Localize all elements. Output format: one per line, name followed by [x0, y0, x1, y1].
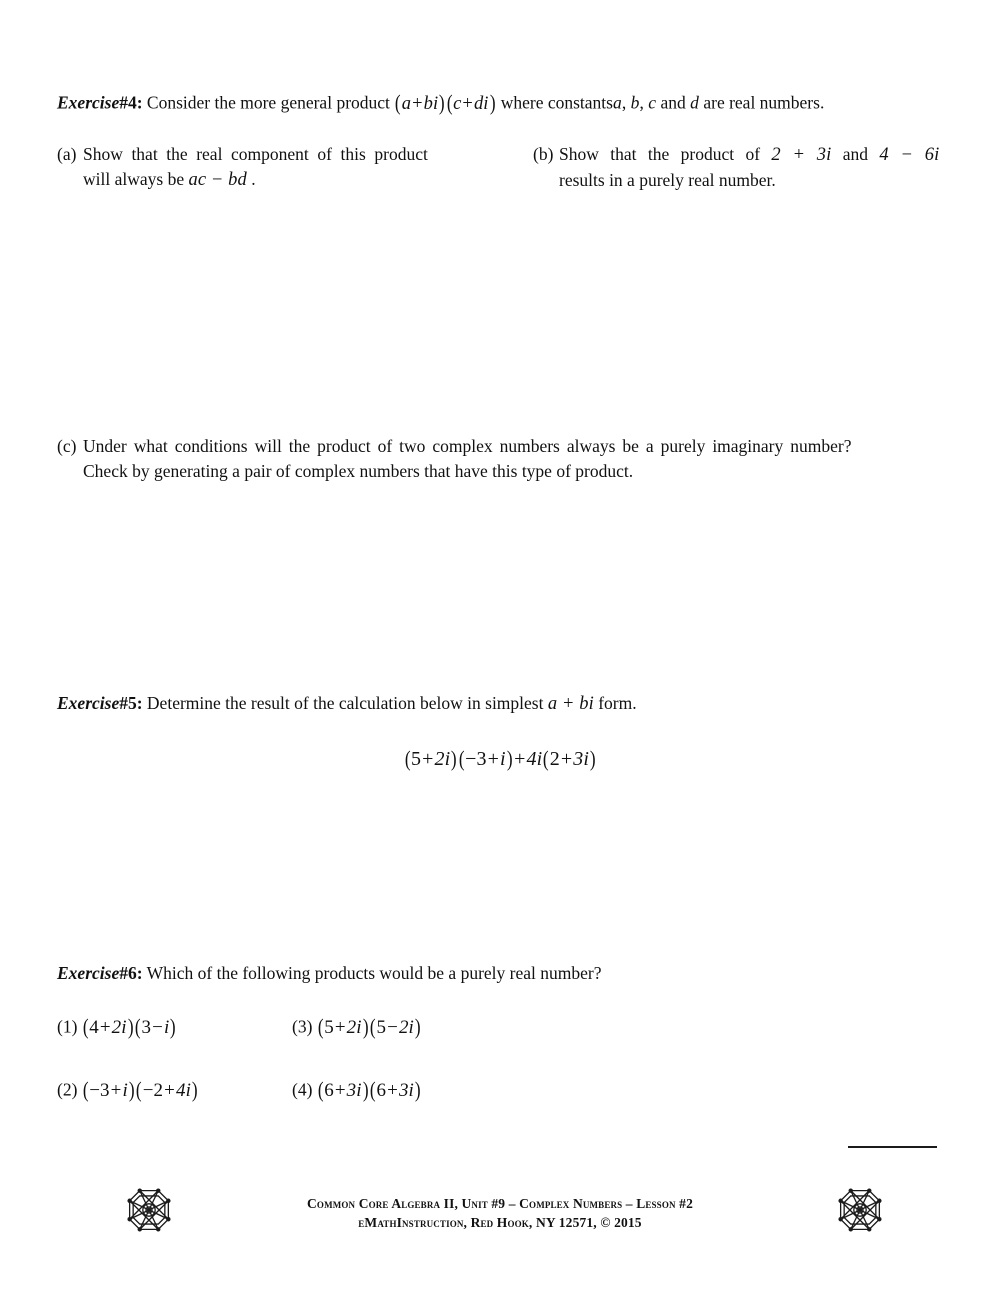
- c3-paren-open-2: (: [369, 1014, 376, 1039]
- comma-2: ,: [639, 92, 644, 113]
- part-b-text: [559, 142, 945, 193]
- e5-t3-coefficient: 4i: [526, 747, 543, 770]
- part-a-real-component-math: ac − bd: [188, 170, 247, 190]
- choice-1-math: [82, 1014, 177, 1039]
- choice-1-marker: (1): [57, 1016, 78, 1037]
- exercise-4-heading: [57, 90, 947, 117]
- e5-t3-paren-close: ): [589, 746, 596, 771]
- part-b-line-1-prefix: Show that the product of: [559, 144, 761, 164]
- answer-blank-rule: [848, 1146, 937, 1148]
- e5-t3-first: 2: [549, 747, 560, 770]
- c4-paren-open-2: (: [369, 1077, 376, 1102]
- exercise-5-label: Exercise: [57, 693, 120, 713]
- math-var-bi: bi: [423, 93, 439, 114]
- part-b-marker: (b): [533, 144, 554, 164]
- c2-s1: i: [122, 1079, 128, 1101]
- c2-f1: −3: [89, 1079, 110, 1101]
- choice-2[interactable]: [57, 1077, 198, 1103]
- exercise-5-expression: [404, 748, 597, 770]
- math-paren-close-1: ): [439, 90, 445, 115]
- part-c-line-2: Check by generating a pair of complex numbers that have this type of product.: [83, 461, 634, 481]
- exercise-4-where-text: where constants: [500, 92, 613, 113]
- e5-join-op: +: [514, 747, 526, 770]
- e5-t2-second: i: [500, 747, 506, 770]
- part-c-text: [83, 434, 947, 484]
- choice-3[interactable]: [292, 1014, 421, 1040]
- c3-o1: +: [334, 1016, 346, 1038]
- c1-paren-open-2: (: [134, 1014, 141, 1039]
- c1-s1: 2i: [111, 1016, 127, 1038]
- c4-s1: 3i: [346, 1079, 362, 1101]
- part-b-line-2: results in a purely real number.: [559, 170, 776, 190]
- c4-f2: 6: [376, 1079, 387, 1101]
- exercise-4-part-a: [57, 142, 477, 193]
- exercise-5-prompt-after: form.: [598, 693, 637, 713]
- part-a-text: [83, 142, 477, 193]
- c3-f2: 5: [376, 1016, 387, 1038]
- c1-paren-close-2: ): [170, 1014, 176, 1039]
- part-c-line-1: Under what conditions will the product of two complex numbers always be a purely imaginary number?: [83, 436, 852, 456]
- c1-f1: 4: [89, 1016, 99, 1038]
- c4-paren-close-1: ): [362, 1077, 369, 1102]
- c4-o1: +: [334, 1079, 346, 1101]
- exercise-6-number: #6:: [119, 963, 143, 983]
- math-var-c: c: [453, 93, 462, 114]
- choice-3-math: [317, 1014, 422, 1039]
- part-b-math-first: 2 + 3i: [771, 145, 832, 165]
- e5-t1-first: 5: [411, 747, 422, 770]
- math-op-plus-2: +: [462, 93, 473, 114]
- math-var-di: di: [473, 93, 489, 114]
- math-constant-d: d: [690, 92, 699, 113]
- part-c-marker: (c): [57, 436, 77, 456]
- math-var-a: a: [401, 93, 412, 114]
- e5-t2-op: +: [487, 747, 500, 770]
- c3-o2: −: [387, 1016, 398, 1038]
- part-a-period: .: [251, 169, 256, 189]
- footer-course-line: Common Core Algebra II, Unit #9 – Complex Numbers – Lesson #2: [307, 1196, 693, 1211]
- c3-s1: 2i: [346, 1016, 362, 1038]
- math-paren-open-1: (: [395, 90, 401, 115]
- math-op-plus-1: +: [412, 93, 423, 114]
- exercise-5-display-math: [0, 746, 1000, 772]
- c4-f1: 6: [324, 1079, 334, 1101]
- choice-3-marker: (3): [292, 1016, 313, 1037]
- e5-t2-first: −3: [465, 747, 487, 770]
- c4-paren-open-1: (: [317, 1077, 324, 1102]
- exercise-4-number: #4:: [119, 92, 143, 113]
- e5-t1-paren-open: (: [404, 746, 411, 771]
- choice-1[interactable]: [57, 1014, 177, 1040]
- c1-o2: −: [152, 1016, 163, 1038]
- footer-publisher-line: eMathInstruction, Red Hook, NY 12571, © 2015: [358, 1215, 642, 1230]
- choice-2-marker: (2): [57, 1079, 78, 1100]
- conjunction-and: and: [660, 92, 686, 113]
- c3-s2: 2i: [398, 1016, 414, 1038]
- e5-t1-op: +: [422, 747, 434, 770]
- e5-t1-second: 2i: [434, 747, 451, 770]
- part-a-line-1: Show that the real component of this product: [83, 144, 428, 164]
- c1-paren-close-1: ): [127, 1014, 134, 1039]
- choice-4-marker: (4): [292, 1079, 313, 1100]
- exercise-5-number: #5:: [119, 693, 143, 713]
- c1-f2: 3: [141, 1016, 152, 1038]
- part-a-line-2: [83, 167, 477, 193]
- exercise-5-heading: [57, 691, 947, 717]
- c4-s2: 3i: [398, 1079, 414, 1101]
- c2-o2: +: [164, 1079, 175, 1101]
- e5-t2-paren-close: ): [506, 746, 513, 771]
- c4-o2: +: [387, 1079, 398, 1101]
- math-paren-open-2: (: [446, 90, 453, 115]
- e5-t1-paren-close: ): [451, 746, 457, 771]
- c1-paren-open-1: (: [82, 1014, 89, 1039]
- comma-1: ,: [621, 92, 627, 113]
- choice-2-math: [82, 1077, 199, 1102]
- c2-f2: −2: [142, 1079, 164, 1101]
- c1-o1: +: [99, 1016, 111, 1038]
- e5-t3-paren-open: (: [543, 746, 549, 771]
- part-b-and: and: [842, 144, 869, 164]
- c3-f1: 5: [324, 1016, 334, 1038]
- c4-paren-close-2: ): [414, 1077, 421, 1102]
- exercise-4-label: Exercise: [57, 92, 120, 113]
- c2-o1: +: [110, 1079, 122, 1101]
- math-constant-a: a: [612, 92, 622, 113]
- part-a-marker: (a): [57, 144, 77, 164]
- part-b-line-1: [559, 142, 945, 168]
- part-a-line-2-prefix: will always be: [83, 169, 185, 189]
- c2-paren-open-2: (: [136, 1077, 142, 1102]
- e5-t3-second: 3i: [573, 747, 589, 770]
- c2-paren-close-1: ): [128, 1077, 135, 1102]
- exercise-4-prompt-before: Consider the more general product: [146, 92, 390, 113]
- exercise-5-prompt-before: Determine the result of the calculation below in simplest: [146, 693, 544, 713]
- math-constant-c: c: [648, 92, 657, 113]
- math-paren-close-2: ): [489, 90, 496, 115]
- exercise-4-part-c: [57, 434, 947, 484]
- exercise-4-part-b: [533, 142, 945, 193]
- math-constant-b: b: [630, 92, 640, 113]
- c2-paren-open-1: (: [82, 1077, 89, 1102]
- c3-paren-close-1: ): [362, 1014, 369, 1039]
- e5-t2-paren-open: (: [458, 746, 465, 771]
- exercise-4-tail-text: are real numbers.: [703, 92, 825, 113]
- choice-4-math: [317, 1077, 422, 1102]
- c2-s2: 4i: [175, 1079, 191, 1101]
- e5-t3-op: +: [560, 747, 573, 770]
- c1-s2: i: [163, 1016, 170, 1038]
- exercise-6-heading: [57, 961, 947, 986]
- c3-paren-close-2: ): [414, 1014, 421, 1039]
- exercise-6-label: Exercise: [57, 963, 120, 983]
- exercise-6-prompt: Which of the following products would be a purely real number?: [146, 963, 602, 983]
- c2-paren-close-2: ): [191, 1077, 198, 1102]
- exercise-4-general-product-math: [394, 90, 500, 115]
- exercise-5-inline-math: a + bi: [547, 694, 594, 714]
- c3-paren-open-1: (: [317, 1014, 324, 1039]
- part-b-math-second: 4 − 6i: [879, 145, 940, 165]
- choice-4[interactable]: [292, 1077, 421, 1103]
